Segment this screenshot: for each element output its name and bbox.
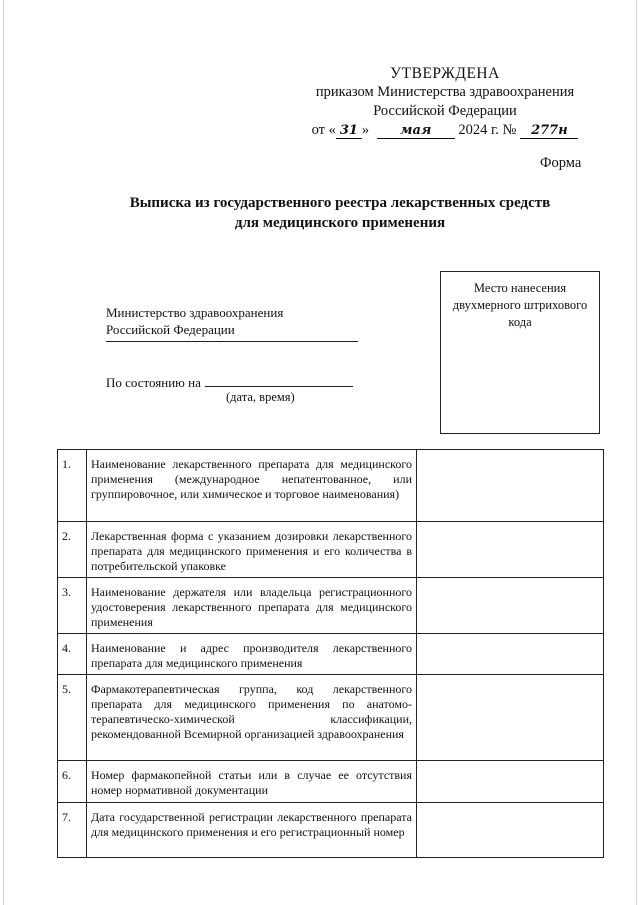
- handwritten-order-number: 277н: [520, 123, 578, 139]
- date-prefix: от «: [311, 122, 336, 138]
- handwritten-month: мая: [377, 123, 455, 139]
- ministry-name: [106, 305, 358, 342]
- approval-line-1: приказом Министерства здравоохранения: [315, 84, 575, 100]
- barcode-placeholder-box: [440, 271, 600, 434]
- approval-date-line: [300, 121, 590, 140]
- as-of-line: [106, 373, 353, 391]
- row-number: 6.: [58, 761, 87, 803]
- table-row: [58, 578, 604, 634]
- row-value-cell[interactable]: [417, 578, 604, 634]
- table-row: [58, 761, 604, 803]
- ministry-line-2: Российской Федерации: [106, 321, 235, 337]
- barcode-placeholder-text: Место нанесения двухмерного штрихового кода: [452, 281, 588, 329]
- approval-title: УТВЕРЖДЕНА: [390, 65, 500, 82]
- row-label: Наименование и адрес производителя лекарственного препарата для медицинского применения: [87, 634, 417, 675]
- as-of-label: По состоянию на: [106, 375, 201, 390]
- title-line-2: для медицинского применения: [234, 215, 446, 231]
- table-row: [58, 675, 604, 761]
- approval-block: [300, 64, 590, 140]
- row-number: 7.: [58, 803, 87, 858]
- ministry-line-1: Министерство здравоохранения: [106, 305, 284, 320]
- row-label: Наименование лекарственного препарата для медицинского применения (международное непатентованное, или группировочное, или химическое и торговое наименования): [87, 450, 417, 522]
- row-number: 3.: [58, 578, 87, 634]
- page-edge-right: [636, 0, 637, 905]
- row-label: Фармакотерапевтическая группа, код лекарственного препарата для медицинского применения по анатомо-терапевтическо-химической классификации, рекомендованной Всемирной организацией здравоохранения: [87, 675, 417, 761]
- row-value-cell[interactable]: [417, 675, 604, 761]
- row-number: 1.: [58, 450, 87, 522]
- form-label: Форма: [540, 155, 582, 171]
- row-number: 5.: [58, 675, 87, 761]
- table-row: [58, 450, 604, 522]
- row-value-cell[interactable]: [417, 803, 604, 858]
- as-of-hint: (дата, время): [226, 390, 295, 404]
- row-value-cell[interactable]: [417, 634, 604, 675]
- row-label: Лекарственная форма с указанием дозировки лекарственного препарата для медицинского применения и его количества в потребительской упаковке: [87, 522, 417, 578]
- handwritten-day: 31: [336, 123, 362, 139]
- date-year: 2024 г. №: [458, 122, 517, 138]
- row-label: Номер фармакопейной статьи или в случае ее отсутствия номер нормативной документации: [87, 761, 417, 803]
- document-title: [60, 193, 620, 233]
- row-value-cell[interactable]: [417, 522, 604, 578]
- row-label: Дата государственной регистрации лекарственного препарата для медицинского применения и его регистрационный номер: [87, 803, 417, 858]
- title-line-1: Выписка из государственного реестра лекарственных средств: [129, 195, 551, 211]
- approval-line-2: Российской Федерации: [373, 103, 517, 119]
- row-value-cell[interactable]: [417, 761, 604, 803]
- row-value-cell[interactable]: [417, 450, 604, 522]
- row-number: 4.: [58, 634, 87, 675]
- registry-table: [57, 449, 604, 858]
- row-number: 2.: [58, 522, 87, 578]
- date-quote-close: »: [361, 122, 370, 138]
- row-label: Наименование держателя или владельца регистрационного удостоверения лекарственного препарата для медицинского применения: [87, 578, 417, 634]
- as-of-blank-field[interactable]: [205, 373, 353, 387]
- table-row: [58, 634, 604, 675]
- table-row: [58, 803, 604, 858]
- table-row: [58, 522, 604, 578]
- page-edge-left: [3, 0, 4, 905]
